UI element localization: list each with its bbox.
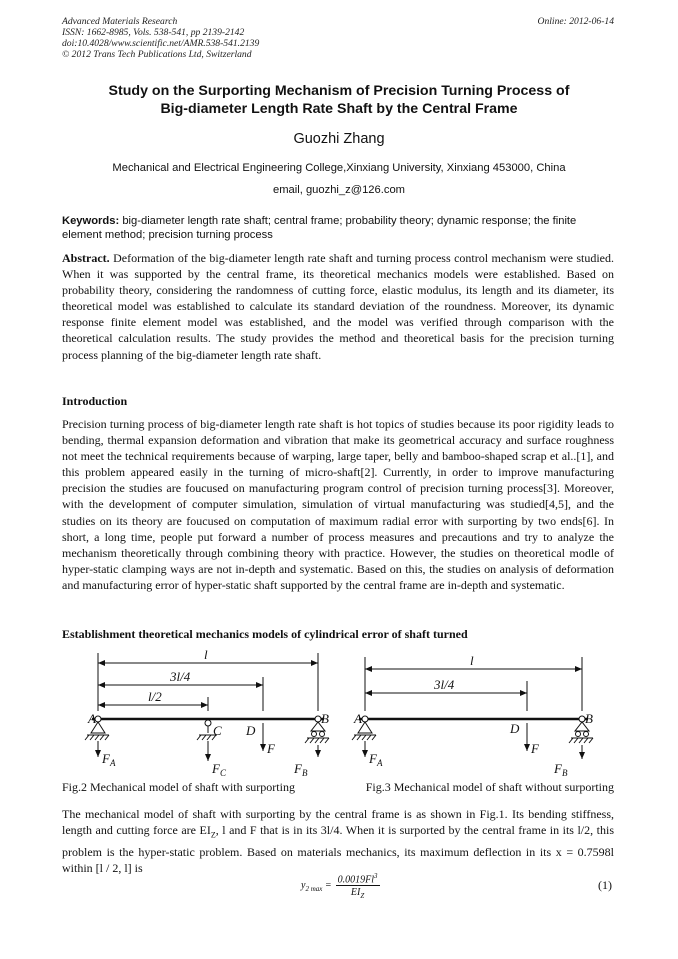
- fig2-hatch-b: [305, 738, 329, 743]
- caption-fig3: Fig.3 Mechanical model of shaft without surporting: [365, 780, 614, 794]
- caption-fig2: Fig.2 Mechanical model of shaft with surporting: [62, 780, 295, 794]
- affiliation: Mechanical and Electrical Engineering College,Xinxiang University, Xinxiang 453000, China: [112, 162, 566, 174]
- section-heading: Establishment theoretical mechanics models of cylindrical error of shaft turned: [62, 627, 468, 641]
- fig3-label-a: A: [354, 711, 362, 726]
- fig2-label-fc: $F_C$: [212, 761, 226, 778]
- fig2-label-d: D: [246, 723, 256, 738]
- doi-line[interactable]: doi:10.4028/www.scientific.net/AMR.538-541.2139: [62, 38, 260, 49]
- equation-1: [300, 872, 380, 901]
- fig2-label-c: C: [213, 723, 222, 738]
- equation-lhs: $y_{2 max}$ =: [301, 880, 332, 894]
- page-header: [62, 16, 614, 60]
- fig3-label-fb: $F_B$: [554, 761, 568, 778]
- keywords-label: Keywords:: [62, 215, 120, 227]
- paper-title: [40, 82, 638, 118]
- copyright-line: © 2012 Trans Tech Publications Ltd, Switzerland: [62, 49, 252, 60]
- fig3-label-b: B: [585, 711, 593, 726]
- keywords-text: big-diameter length rate shaft; central frame; probability theory; dynamic response; the finite element method; precision turning process: [62, 215, 577, 241]
- fig3-label-f: F: [531, 741, 539, 756]
- fig2-pin-c: [205, 720, 211, 726]
- fig2-label-l: l: [204, 647, 208, 662]
- fig3-diagram: [352, 657, 593, 759]
- figures-2-3: [62, 645, 622, 780]
- title-line-2: Big-diameter Length Rate Shaft by the Central Frame: [160, 101, 518, 117]
- fig2-label-b: B: [321, 711, 329, 726]
- journal-name: Advanced Materials Research: [62, 16, 178, 27]
- body-paragraph: [62, 806, 614, 876]
- fig3-hatch-b: [569, 738, 593, 743]
- fig2-diagram: [85, 653, 329, 761]
- equation-numerator: 0.0019Fl$^3$: [337, 872, 378, 886]
- intro-heading: Introduction: [62, 394, 128, 408]
- equation-number: (1): [598, 878, 612, 892]
- fig3-label-l: l: [470, 653, 474, 668]
- online-date: Online: 2012-06-14: [537, 16, 614, 27]
- fig3-labels: [353, 653, 593, 778]
- fig2-label-fa: $F_A$: [102, 751, 116, 768]
- issn-line: ISSN: 1662-8985, Vols. 538-541, pp 2139-2142: [62, 27, 245, 38]
- body-text-sub: Z: [210, 830, 216, 840]
- fig2-roller-b1: [312, 732, 317, 737]
- fig3-label-3l4: 3l/4: [434, 677, 455, 692]
- affiliation-block: [30, 157, 648, 201]
- abstract-label: Abstract.: [62, 251, 110, 265]
- fig3-label-d: D: [510, 721, 520, 736]
- intro-paragraph: Precision turning process of big-diameter length rate shaft is hot topics of studies because its poor rigidity leads to bending, thermal expansion deformation and vibration that make its geometrical accuracy and surface roughness not meet the technical requirements because of warping, large taper, belly and bamboo-shaped scrap et al..[1], and this problem appeared easily in the turning of micro-shaft[2]. Currently, in order to improve manufacturing precision the studies are foucused on manufacturing program control of precision turning process[3]. Moreover, with the development of computer simulation, simulation of virtual manufacturing was studied[4,5], and the studies on its theory are foucused on computation of maximum radial error with surporting by two ends[6]. In short, a long time, people put forward a number of process measures and precautions and try to analyze the mechanism theoretically through combining theory with practice. However, the studies on theoretical modle of hyper-static clamping ways are not in-depth and systematic. Based on this, the studies on analysis of deformation and manufacturing error of hyper-static shaft supported by the central frame are in-depth and systematic.: [62, 417, 614, 592]
- title-line-1: Study on the Surporting Mechanism of Precision Turning Process of: [108, 83, 570, 99]
- author-name: Guozhi Zhang: [293, 131, 385, 147]
- fig3-roller-b1: [576, 732, 581, 737]
- fig2-label-fb: $F_B$: [294, 761, 308, 778]
- abstract: [62, 250, 614, 363]
- figure-captions: [62, 780, 614, 795]
- fig3-hatch-a: [352, 735, 376, 740]
- fig2-label-f: F: [267, 741, 275, 756]
- body-text-a: The mechanical model of shaft with surporting by the central frame is as shown in Fig.1. Its bending stiffness, length and cutting force are EI: [62, 807, 614, 838]
- fig2-label-l2: l/2: [148, 689, 162, 704]
- abstract-text: Deformation of the big-diameter length rate shaft and turning process control mechanism were studied. When it was supported by the central frame, its theoretical mechanics models were established. Based on probability theory, considering the randomness of cutting force, elastic modulus, its length and its diameter, its theoretical model was established to calculate its standard deviation of the roundness. Moreover, its dynamic response finite element model was established, and the model was verified through comparison with the theoretical calculation results. The study provides the method and theoretical basis for the precision turning process planning of the big-diameter length rate shaft.: [62, 251, 615, 362]
- fig2-roller-b2: [320, 732, 325, 737]
- equation-denominator: $EI_Z$: [350, 887, 365, 901]
- fig3-roller-b2: [584, 732, 589, 737]
- fig2-hatch-a: [85, 735, 109, 740]
- fig2-label-3l4: 3l/4: [170, 669, 191, 684]
- email[interactable]: email, guozhi_z@126.com: [273, 184, 405, 196]
- fig3-label-fa: $F_A$: [369, 751, 383, 768]
- keywords: [62, 214, 614, 242]
- body-text-b: , l and F that is in its 3l/4. When it is surported by the central frame in its l/2, this problem is the hyper-static problem. Based on materials mechanics, its maximum deflection in its x = 0.7598l within [l / 2, l] is: [62, 823, 614, 875]
- fig2-label-a: A: [88, 711, 96, 726]
